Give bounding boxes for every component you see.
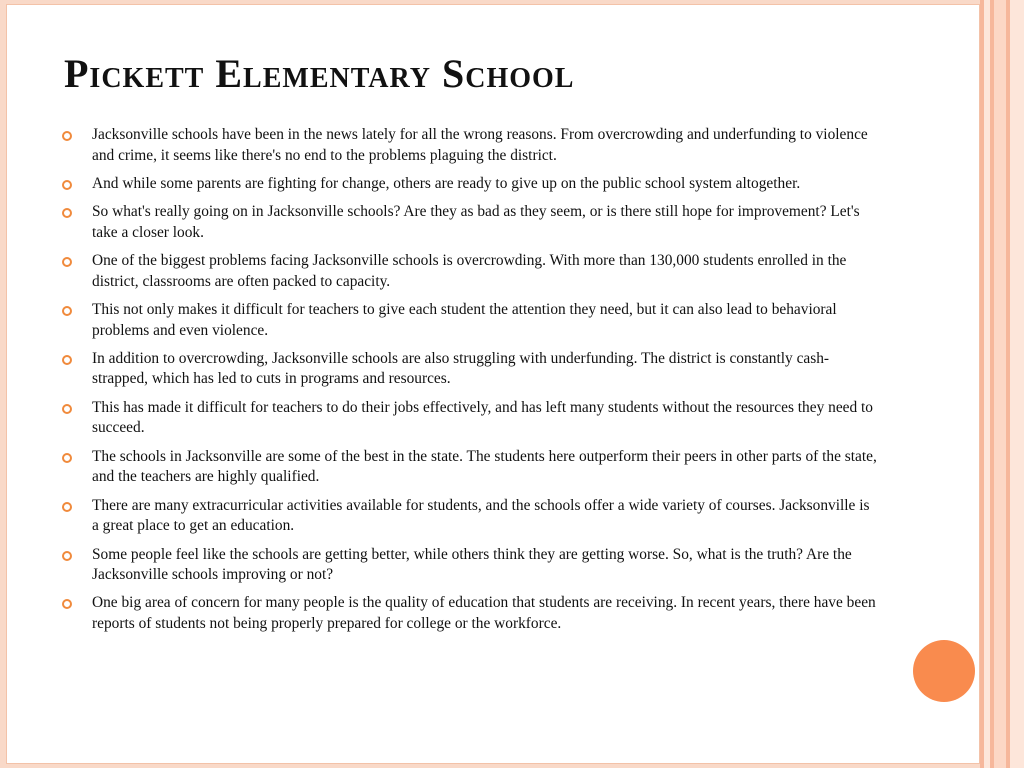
- bullet-item: [60, 174, 880, 195]
- bullet-list: [60, 125, 880, 642]
- ring-bullet-icon: [62, 257, 72, 267]
- ring-bullet-icon: [62, 180, 72, 190]
- bullet-item: [60, 496, 880, 537]
- decorative-orange-circle: [913, 640, 975, 702]
- slide-title: Pickett Elementary School: [64, 51, 575, 96]
- bullet-text: In addition to overcrowding, Jacksonville schools are also struggling with underfunding. The district is constantly cash-strapped, which has led to cuts in programs and resources.: [92, 349, 830, 388]
- stripe: [994, 0, 1006, 768]
- ring-bullet-icon: [62, 404, 72, 414]
- bullet-text: One of the biggest problems facing Jacksonville schools is overcrowding. With more than 130,000 students enrolled in the district, classrooms are often packed to capacity.: [92, 252, 847, 290]
- ring-bullet-icon: [62, 599, 72, 609]
- bullet-item: [60, 202, 880, 243]
- bullet-item: [60, 593, 880, 634]
- bullet-text: There are many extracurricular activities available for students, and the schools offer a wide variety of courses. Jacksonville is a great place to get an education.: [92, 496, 870, 535]
- bullet-text: Some people feel like the schools are getting better, while others think they are getting worse. So, what is the truth? Are the Jacksonville schools improving or not?: [92, 545, 852, 584]
- ring-bullet-icon: [62, 502, 72, 512]
- bullet-item: [60, 125, 880, 166]
- bullet-item: [60, 349, 880, 390]
- bullet-text: This not only makes it difficult for teachers to give each student the attention they need, but it can also lead to behavioral problems and even violence.: [92, 301, 837, 339]
- bullet-item: [60, 545, 880, 586]
- ring-bullet-icon: [62, 208, 72, 218]
- decorative-side-stripes: [980, 0, 1024, 768]
- bullet-text: And while some parents are fighting for change, others are ready to give up on the public school system altogether.: [92, 174, 801, 192]
- ring-bullet-icon: [62, 551, 72, 561]
- ring-bullet-icon: [62, 306, 72, 316]
- bullet-text: So what's really going on in Jacksonville schools? Are they as bad as they seem, or is there still hope for improvement? Let's take a closer look.: [92, 203, 860, 241]
- bullet-item: [60, 447, 880, 488]
- bullet-item: [60, 300, 880, 341]
- bullet-item: [60, 251, 880, 292]
- stripe: [1010, 0, 1024, 768]
- bullet-text: Jacksonville schools have been in the news lately for all the wrong reasons. From overcrowding and underfunding to violence and crime, it seems like there's no end to the problems plaguing the district.: [92, 126, 868, 164]
- ring-bullet-icon: [62, 355, 72, 365]
- ring-bullet-icon: [62, 131, 72, 141]
- bullet-text: The schools in Jacksonville are some of the best in the state. The students here outperform their peers in other parts of the state, and the teachers are highly qualified.: [92, 447, 877, 486]
- bullet-text: One big area of concern for many people is the quality of education that students are receiving. In recent years, there have been reports of students not being properly prepared for college or the workforce.: [92, 594, 876, 632]
- ring-bullet-icon: [62, 453, 72, 463]
- bullet-item: [60, 398, 880, 439]
- bullet-text: This has made it difficult for teachers to do their jobs effectively, and has left many students without the resources they need to succeed.: [92, 398, 873, 437]
